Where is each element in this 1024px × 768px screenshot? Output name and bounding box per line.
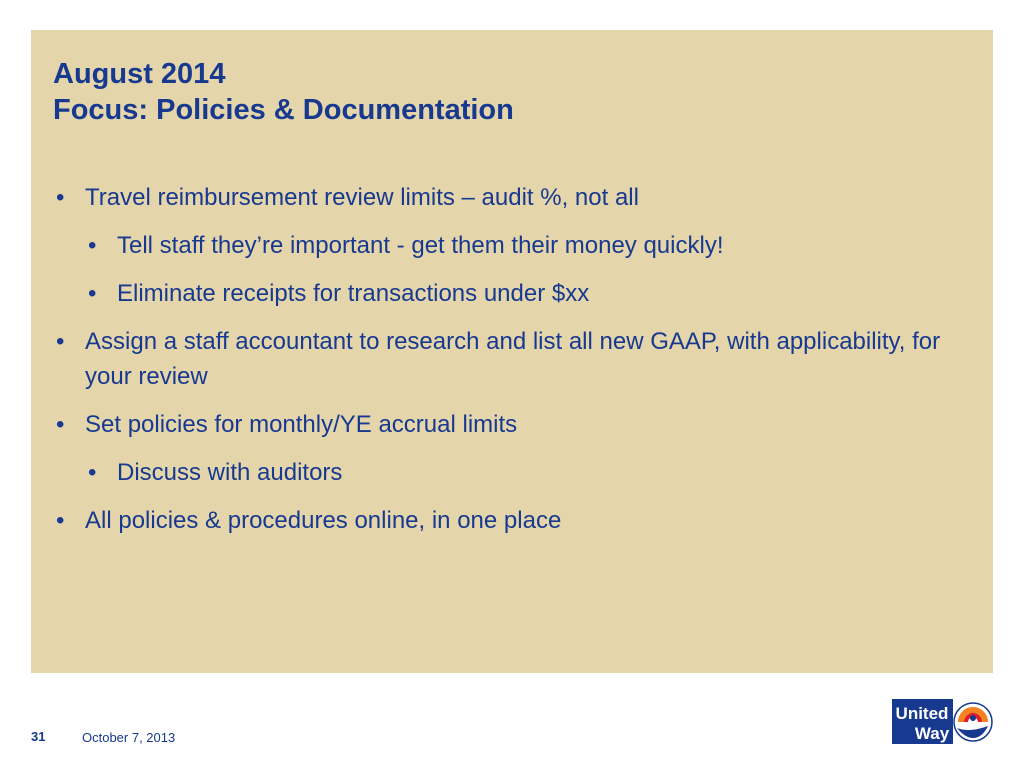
sub-bullet-item xyxy=(85,228,953,263)
bullet-dot: • xyxy=(88,280,97,307)
logo-word-way: Way xyxy=(914,724,950,743)
bullet-dot: • xyxy=(88,232,97,259)
bullet-item xyxy=(53,324,953,394)
bullet-item xyxy=(53,503,953,538)
slide-title-line-1: August 2014 xyxy=(53,58,226,90)
slide-title xyxy=(53,56,514,128)
slide-title-line-2: Focus: Policies & Documentation xyxy=(53,94,514,126)
sub-bullet-item xyxy=(85,276,953,311)
sub-bullet-item xyxy=(85,455,953,490)
bullet-text: Discuss with auditors xyxy=(117,459,343,486)
slide-date: October 7, 2013 xyxy=(82,730,176,745)
bullet-dot: • xyxy=(88,459,97,486)
slide-number: 31 xyxy=(31,729,46,744)
bullet-dot: • xyxy=(56,507,65,534)
bullet-list xyxy=(53,180,953,551)
bullet-text: Set policies for monthly/YE accrual limits xyxy=(85,411,518,438)
united-way-logo xyxy=(891,698,994,745)
bullet-text: Assign a staff accountant to research and list all new GAAP, with applicability, for your review xyxy=(85,328,941,390)
bullet-text: All policies & procedures online, in one place xyxy=(85,507,562,534)
bullet-text: Travel reimbursement review limits – audit %, not all xyxy=(85,184,639,211)
bullet-item xyxy=(53,407,953,442)
bullet-dot: • xyxy=(56,184,65,211)
bullet-dot: • xyxy=(56,328,65,355)
logo-word-united: United xyxy=(895,704,949,723)
bullet-text: Eliminate receipts for transactions under $xx xyxy=(117,280,590,307)
bullet-text: Tell staff they’re important - get them their money quickly! xyxy=(117,232,724,259)
bullet-dot: • xyxy=(56,411,65,438)
bullet-item xyxy=(53,180,953,215)
